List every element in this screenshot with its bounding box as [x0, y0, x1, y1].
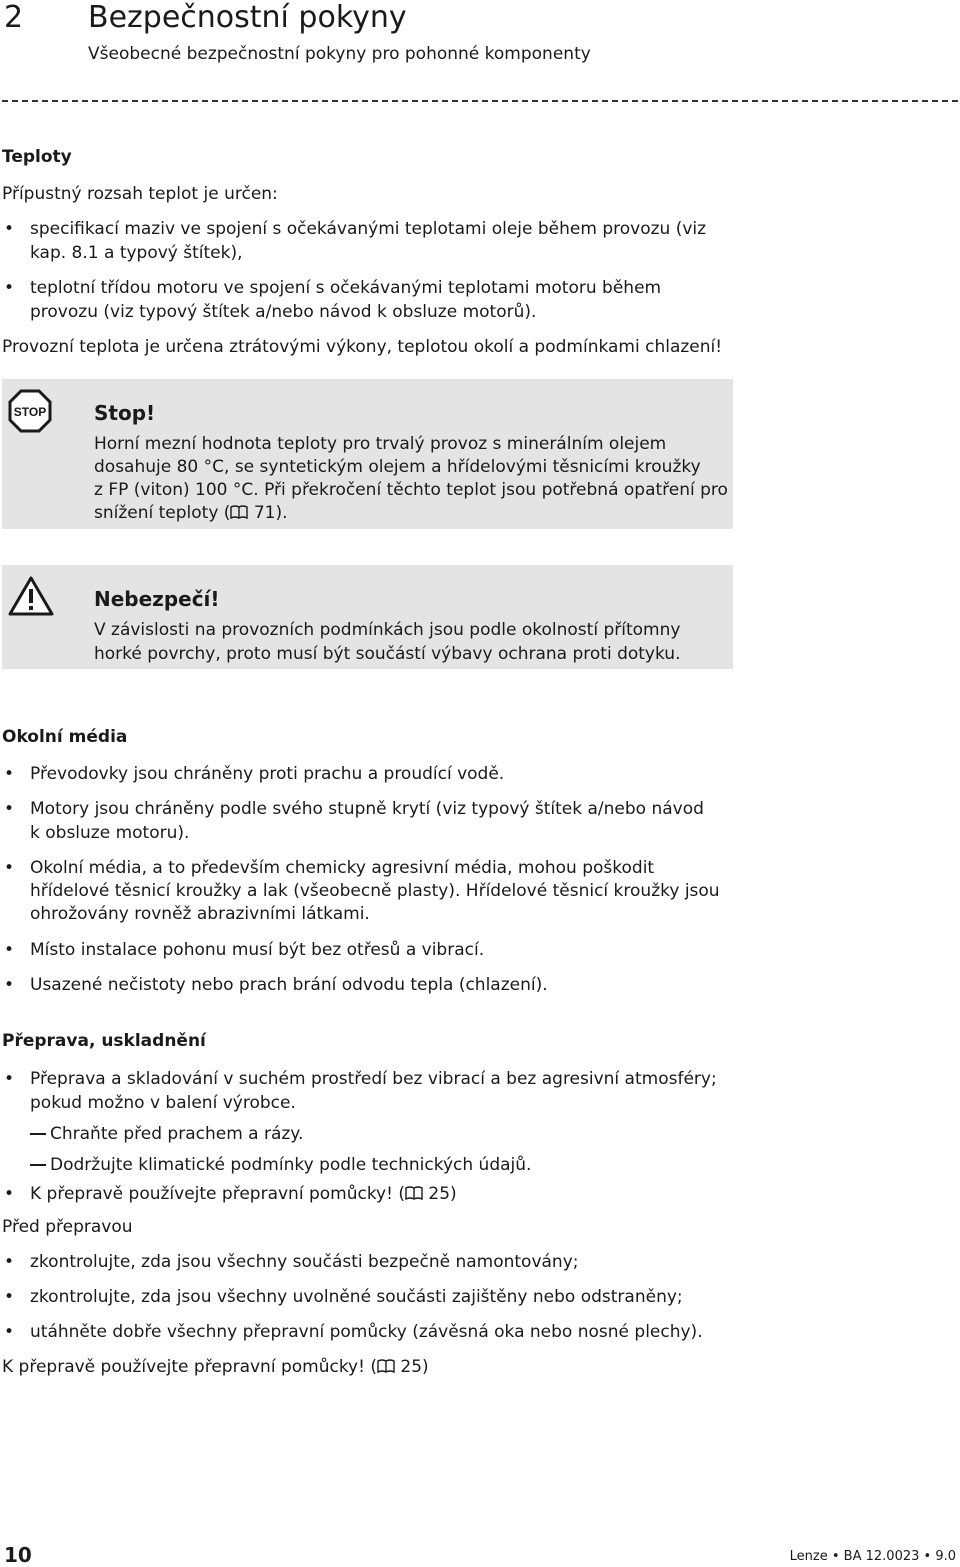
teploty-closing: Provozní teplota je určena ztrátovými výkony, teplotou okolí a podmínkami chlazení!: [2, 337, 723, 357]
book-icon: [405, 1185, 423, 1208]
stop-line1: Horní mezní hodnota teploty pro trvalý provoz s minerálním olejem: [94, 434, 667, 454]
teploty-bullet1-line1: specifikací maziv ve spojení s očekávanými teplotami oleje během provozu (viz: [30, 219, 707, 239]
bullet-icon: •: [4, 799, 15, 819]
book-icon: [230, 504, 248, 527]
preprava-before-label: Před přepravou: [2, 1217, 133, 1237]
okolni-bullet1: Převodovky jsou chráněny proti prachu a proudící vodě.: [30, 764, 505, 784]
bullet-icon: •: [4, 1287, 15, 1307]
bullet-icon: •: [4, 219, 15, 239]
header-divider: [2, 100, 958, 102]
page-number: 10: [4, 1543, 32, 1567]
preprava-check1: zkontrolujte, zda jsou všechny součásti bezpečně namontovány;: [30, 1252, 579, 1272]
stop-title: Stop!: [94, 401, 156, 425]
preprava-closing-post: 25): [394, 1357, 429, 1377]
section-heading-teploty: Teploty: [2, 147, 72, 167]
okolni-bullet3-line3: ohrožovány rovněž abrazivními látkami.: [30, 904, 370, 924]
preprava-bullet1-line2: pokud možno v balení výrobce.: [30, 1093, 296, 1113]
preprava-sub2-text: Dodržujte klimatické podmínky podle technických údajů.: [50, 1155, 532, 1175]
preprava-bullet2: [30, 1183, 457, 1208]
section-heading-okolni-media: Okolní média: [2, 727, 128, 747]
chapter-subtitle: Všeobecné bezpečnostní pokyny pro pohonné komponenty: [88, 44, 591, 64]
danger-line2: horké povrchy, proto musí být součástí výbavy ochrana proti dotyku.: [94, 644, 681, 664]
bullet-icon: •: [4, 1252, 15, 1272]
dash-icon: [30, 1133, 46, 1135]
danger-line1: V závislosti na provozních podmínkách jsou podle okolností přítomny: [94, 620, 681, 640]
preprava-closing-pre: K přepravě používejte přepravní pomůcky! (: [2, 1357, 377, 1377]
okolni-bullet4: Místo instalace pohonu musí být bez otřesů a vibrací.: [30, 940, 485, 960]
chapter-number: 2: [4, 0, 24, 35]
svg-text:STOP: STOP: [13, 405, 47, 419]
teploty-bullet2-line2: provozu (viz typový štítek a/nebo návod k obsluze motorů).: [30, 302, 537, 322]
stop-line3: z FP (viton) 100 °C. Při překročení těchto teplot jsou potřebná opatření pro: [94, 480, 728, 500]
bullet-icon: •: [4, 1322, 15, 1342]
okolni-bullet2-line2: k obsluze motoru).: [30, 823, 190, 843]
bullet-icon: •: [4, 940, 15, 960]
preprava-check2: zkontrolujte, zda jsou všechny uvolněné součásti zajištěny nebo odstraněny;: [30, 1287, 683, 1307]
okolni-bullet3-line2: hřídelové těsnicí kroužky a lak (všeobecně plasty). Hřídelové těsnicí kroužky jsou: [30, 881, 720, 901]
chapter-title: Bezpečnostní pokyny: [88, 0, 407, 35]
teploty-intro: Přípustný rozsah teplot je určen:: [2, 184, 278, 204]
preprava-bullet2-pre: K přepravě používejte přepravní pomůcky! (: [30, 1184, 405, 1204]
bullet-icon: •: [4, 278, 15, 298]
stop-line2: dosahuje 80 °C, se syntetickým olejem a hřídelovými těsnicími kroužky: [94, 457, 701, 477]
preprava-sub2: [30, 1154, 531, 1177]
section-heading-preprava: Přeprava, uskladnění: [2, 1031, 206, 1051]
preprava-check3: utáhněte dobře všechny přepravní pomůcky (závěsná oka nebo nosné plechy).: [30, 1322, 703, 1342]
danger-title: Nebezpečí!: [94, 587, 220, 611]
bullet-icon: •: [4, 1069, 15, 1089]
stop-line4: [94, 502, 288, 527]
bullet-icon: •: [4, 1184, 15, 1204]
preprava-closing: [2, 1356, 429, 1381]
bullet-icon: •: [4, 975, 15, 995]
preprava-sub1-text: Chraňte před prachem a rázy.: [50, 1124, 304, 1144]
preprava-bullet1-line1: Přeprava a skladování v suchém prostředí bez vibrací a bez agresivní atmosféry;: [30, 1069, 717, 1089]
okolni-bullet5: Usazené nečistoty nebo prach brání odvodu tepla (chlazení).: [30, 975, 548, 995]
stop-sign-icon: [8, 389, 52, 433]
bullet-icon: •: [4, 764, 15, 784]
book-icon: [377, 1358, 395, 1381]
dash-icon: [30, 1164, 46, 1166]
teploty-bullet1-line2: kap. 8.1 a typový štítek),: [30, 243, 243, 263]
teploty-bullet2-line1: teplotní třídou motoru ve spojení s očekávanými teplotami motoru během: [30, 278, 662, 298]
preprava-sub1: [30, 1123, 303, 1146]
stop-line4-pre: snížení teploty (: [94, 503, 231, 523]
okolni-bullet3-line1: Okolní média, a to především chemicky agresivní média, mohou poškodit: [30, 858, 655, 878]
okolni-bullet2-line1: Motory jsou chráněny podle svého stupně krytí (viz typový štítek a/nebo návod: [30, 799, 704, 819]
footer-doc-info: Lenze • BA 12.0023 • 9.0: [789, 1549, 956, 1564]
stop-line4-post: 71).: [248, 503, 288, 523]
bullet-icon: •: [4, 858, 15, 878]
preprava-bullet2-post: 25): [422, 1184, 457, 1204]
warning-triangle-icon: [8, 575, 54, 617]
